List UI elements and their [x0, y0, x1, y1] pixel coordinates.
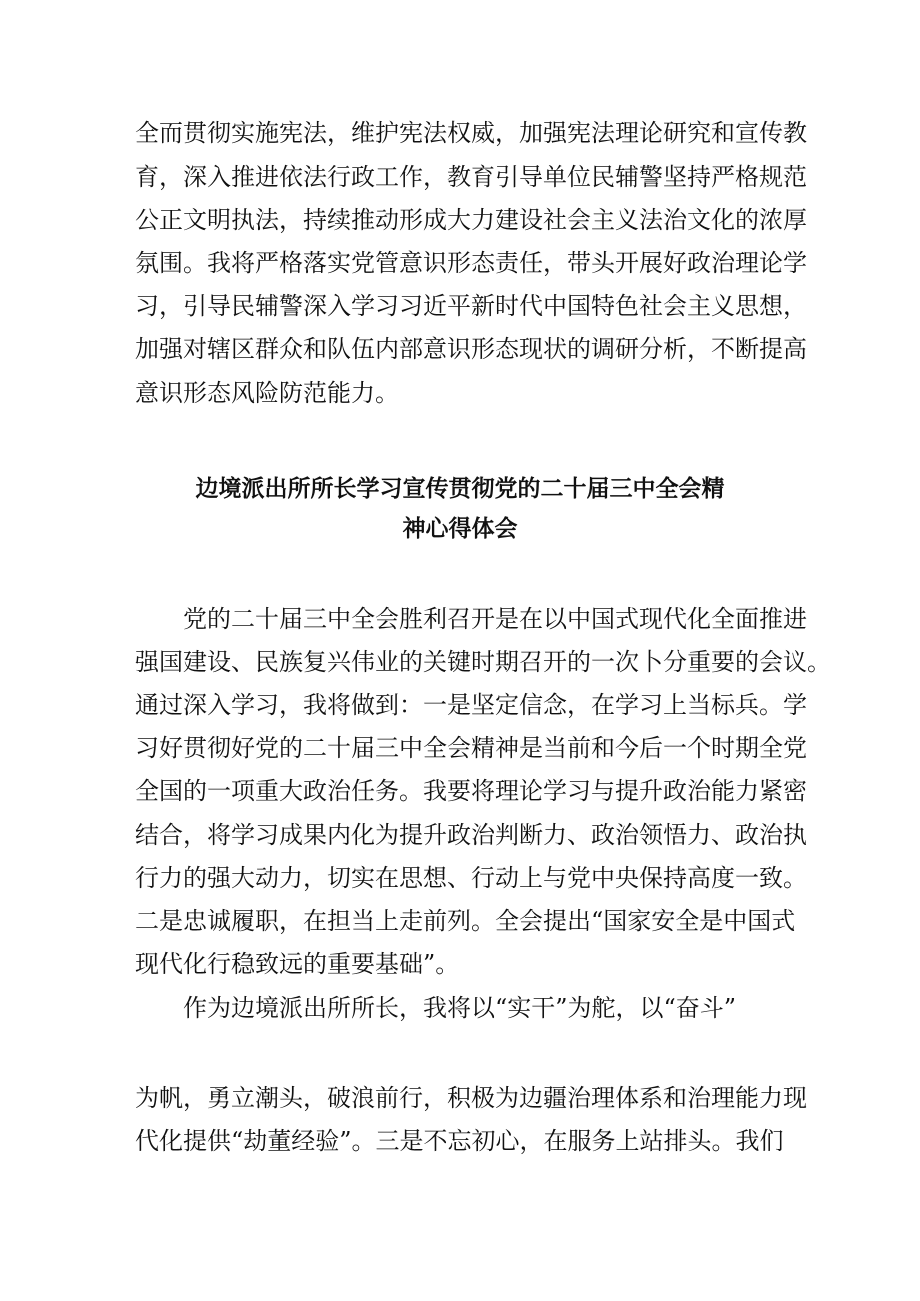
text-line: 氛围。我将严格落实党管意识形态责任，带头开展好政治理论学 — [135, 249, 807, 277]
text-line: 党的二十届三中全会胜利召开是在以中国式现代化全面推进 — [183, 605, 807, 633]
text-line: 习，引导民辅警深入学习习近平新时代中国特色社会主义思想， — [135, 292, 807, 320]
text-line: 作为边境派出所所长，我将以“实干”为舵，以“奋斗” — [183, 994, 737, 1022]
text-line: 公正文明执法，持续推动形成大力建设社会主义法治文化的浓厚 — [135, 206, 807, 234]
text-line: 行力的强大动力，切实在思想、行动上与党中央保持高度一致。 — [135, 864, 807, 892]
text-line: 加强对辖区群众和队伍内部意识形态现状的调研分析，不断提高 — [135, 335, 807, 363]
text-line: 代化提供“劫董经验”。三是不忘初心，在服务上站排头。我们 — [135, 1127, 784, 1155]
text-line: 全国的一项重大政治任务。我要将理论学习与提升政治能力紧密 — [135, 777, 807, 805]
text-line: 育，深入推进依法行政工作，教育引导单位民辅警坚持严格规范 — [135, 163, 807, 191]
text-line: 为帆，勇立潮头，破浪前行，积极为边疆治理体系和治理能力现 — [135, 1084, 807, 1112]
text-line: 习好贯彻好党的二十届三中全会精神是当前和今后一个时期全党 — [135, 734, 807, 762]
text-line: 结合，将学习成果内化为提升政治判断力、政治领悟力、政治执 — [135, 821, 807, 849]
title-line: 边境派出所所长学习宣传贯彻党的二十届三中全会精 — [195, 476, 725, 502]
title-line: 神心得体会 — [402, 516, 518, 542]
text-line: 现代化行稳致远的重要基础”。 — [135, 950, 460, 978]
text-line: 通过深入学习，我将做到：一是坚定信念，在学习上当标兵。学 — [135, 691, 807, 719]
text-line: 全而贯彻实施宪法，维护宪法权威，加强宪法理论研究和宣传教 — [135, 119, 807, 147]
text-line: 二是忠诚履职，在担当上走前列。全会提出“国家安全是中国式 — [135, 907, 796, 935]
text-line: 强国建设、民族复兴伟业的关键时期召开的一次卜分重要的会议。 — [135, 648, 831, 676]
text-line: 意识形态风险防范能力。 — [135, 379, 399, 407]
